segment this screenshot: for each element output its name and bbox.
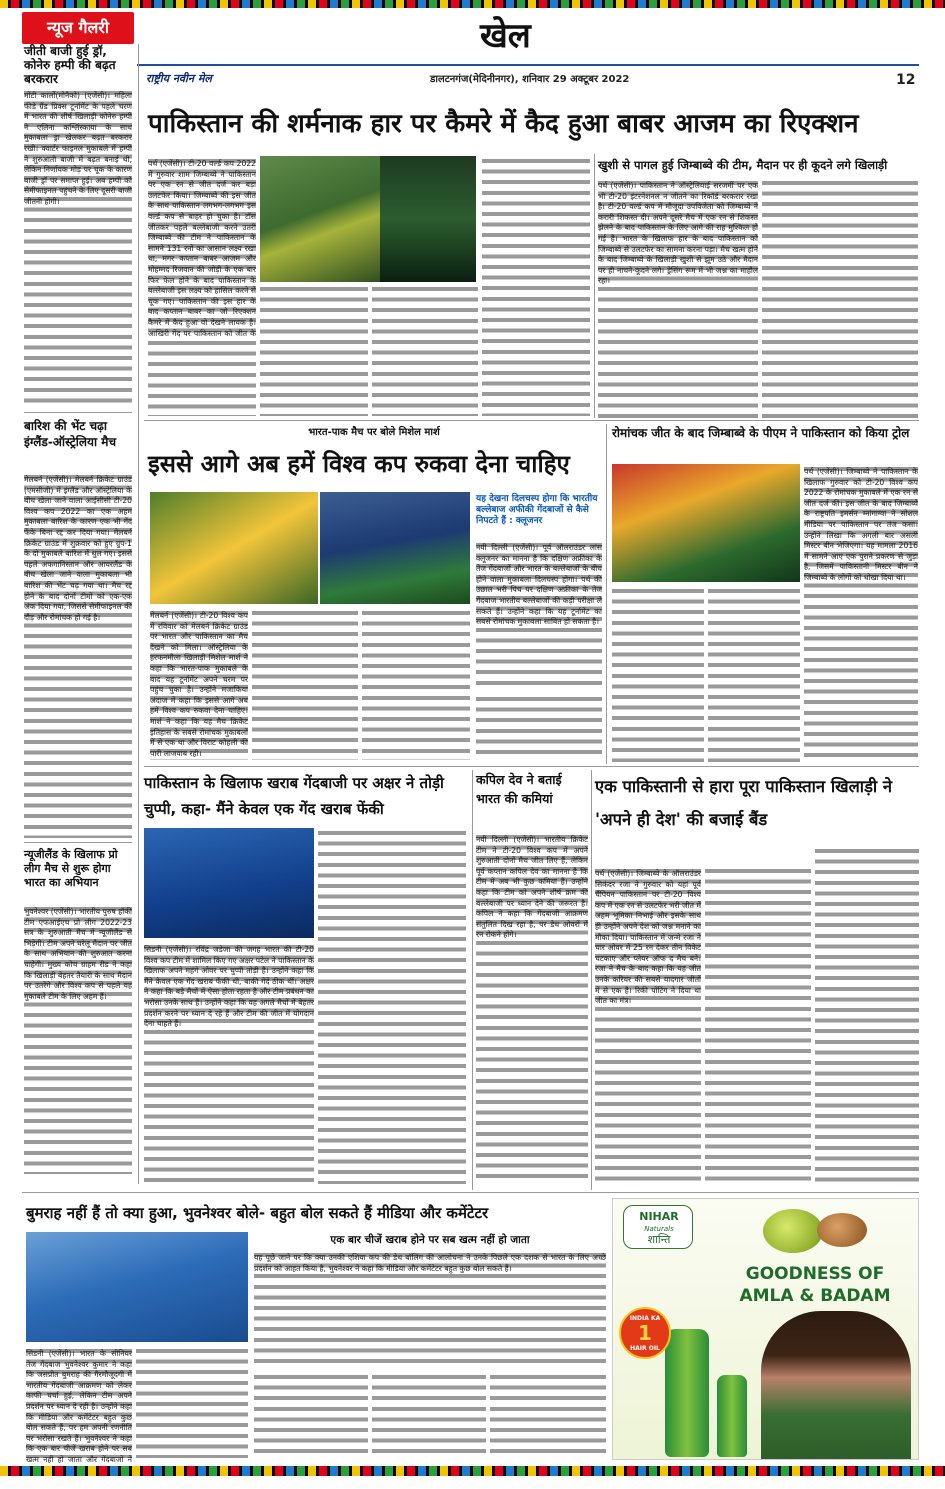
photo-zimbabwe-celebration — [260, 156, 380, 282]
bottom-body-col2 — [136, 1346, 248, 1458]
bottom-story — [22, 1196, 607, 1464]
raza-body-text: पर्थ (एजेंसी)। जिम्बाब्वे के ऑलराउंडर सिकंदर रजा ने गुरुवार को यहां पूर्व चैंपियन पाकिस्तान पर टी-20 विश्व कप में एक रन से उलटफेर भरी जीत में अहम भूमिका निभाई और इसके साथ ही उन्होंने अपने देश को जश्न मनाने का मौका दिया। पाकिस्तान में जन्मे रजा ने चार ओवर में 25 रन देकर तीन विकेट चटकाए और प्लेयर ऑफ द मैच बने। रजा ने मैच के बाद कहा कि यह जीत उनके करियर की सबसे यादगार जीतों में से एक है। रिकी पोंटिंग ने दिया था जीत का मंत्र। — [595, 869, 701, 1006]
sidebar-divider — [138, 44, 139, 1184]
bottom-body-col5 — [490, 1372, 606, 1458]
lead-side-body-col2 — [762, 178, 918, 418]
sidebar-body-1-text: मोंटी कार्लो(मोनैको) (एजेंसी)। महिला फीडे ग्रैंड प्रिक्स टूर्नामेंट के पहले चरण में भारत की शीर्ष खिलाड़ी कोनेरु हम्पी ने एलिना कश्लिंस्काया के साथ मुकाबला ड्रा खेलकर बढ़त बरकरार रखी। क्वार्टर फाइनल मुकाबले में हम्पी ने शुरुआती बाजी में बढ़त बनाई थी, लेकिन निर्णायक मोड़ पर चूक के कारण बाजी ड्रॉ पर समाप्त हुई। अब हम्पी को सेमीफाइनल पहुंचने के लिए दूसरी बाजी जीतनी होगी। — [24, 91, 132, 206]
photo-babar-reaction — [380, 156, 476, 282]
ad-badge-number: 1 — [638, 1321, 652, 1345]
mid-headline: इससे आगे अब हमें विश्व कप रुकवा देना चाहिए — [148, 450, 570, 478]
kapil-divider — [591, 770, 592, 1190]
ad-badam-image — [817, 1213, 867, 1247]
kapil-body-text: नयी दिल्ली (एजेंसी)। भारतीय क्रिकेट टीम ने टी-20 विश्व कप में अपने शुरुआती दोनों मैच जीत लिए हैं, लेकिन पूर्व कप्तान कपिल देव का मानना है कि टीम में अब भी कुछ कमियां हैं। उन्होंने कहा कि टीम को अपने शीर्ष क्रम की बल्लेबाजी पर ध्यान देने की जरूरत है। कपिल ने कहा कि गेंदबाजी आक्रमण संतुलित दिख रहा है, पर डेथ ओवरों में रन रोकने होंगे। — [476, 835, 588, 940]
raza-body-col2 — [705, 866, 811, 1184]
ad-bottle-large — [665, 1329, 709, 1457]
sidebar-rule-1 — [24, 412, 132, 413]
lead-divider — [594, 154, 595, 418]
bottom-body-text: सिडनी (एजेंसी)। भारत के सीनियर तेज गेंदबाज भुवनेश्वर कुमार ने कहा कि जसप्रीत बुमराह की गैरमौजूदगी में भारतीय गेंदबाजी आक्रमण को लेकर काफी चर्चा हुई, लेकिन टीम अपने प्रदर्शन पर ध्यान दे रही है। उन्होंने कहा कि मीडिया और कमेंटेटर बहुत कुछ बोल सकते हैं, पर हम अपनी रणनीति पर भरोसा रखते हैं। भुवनेश्वर ने कहा कि एक बार चीजें खराब होने पर सब खत्म नहीं हो जाता और गेंदबाजों ने — [26, 1349, 132, 1464]
right-body-col1 — [804, 464, 918, 762]
nihar-advertisement — [612, 1198, 919, 1460]
ad-badge-bottom: HAIR OIL — [630, 1345, 660, 1352]
mid-kicker: भारत-पाक मैच पर बोले मिशेल मार्श — [308, 427, 440, 438]
right-headline: रोमांचक जीत के बाद जिम्बाब्वे के पीएम ने पाकिस्तान को किया ट्रोल — [612, 426, 910, 440]
kapil-story — [476, 770, 588, 1190]
axar-divider — [472, 770, 473, 1190]
ad-badge-top: INDIA KA — [629, 1315, 661, 1322]
sidebar-body-1 — [24, 88, 132, 408]
lead-body-col1b — [148, 338, 256, 416]
bottom-lead-text — [254, 1250, 606, 1368]
lead-side-body-text: पर्थ (एजेंसी)। पाकिस्तान ने ऑस्ट्रेलियाई सरजमीं पर एक भी टी-20 इंटरनेशनल न जीतने का रिकॉर्ड बरकरार रखा है। टी-20 वर्ल्ड कप में मौजूदा उपविजेता को जिम्बाब्वे ने करारी शिकस्त दी। अपने दूसरे मैच में एक रन से शिकस्त झेलने के बाद पाकिस्तान के लिए आगे की राह मुश्किल हो गई है। भारत के खिलाफ हार के बाद पाकिस्तान को जिम्बाब्वे से उलटफेर का सामना करना पड़ा। मैच खत्म होने के बाद जिम्बाब्वे के खिलाड़ी खुशी से झूम उठे और मैदान पर ही नाचने-कूदने लगे। ड्रेसिंग रूम में भी जश्न का माहौल रहा। — [598, 181, 758, 286]
dateline: डालटनगंज(मेदिनीनगर), शनिवार 29 अक्टूबर 2022 — [430, 74, 630, 85]
ad-tagline-2: AMLA & BADAM — [739, 1286, 891, 1306]
ad-brand: NIHAR — [639, 1210, 679, 1223]
lead-headline: पाकिस्तान की शर्मनाक हार पर कैमरे में कैद हुआ बाबर आजम का रिएक्शन — [148, 109, 859, 139]
photo-bumrah-bhuvi — [26, 1232, 248, 1342]
axar-headline: पाकिस्तान के खिलाफ खराब गेंदबाजी पर अक्षर ने तोड़ी चुप्पी, कहा- मैंने केवल एक गेंद खराब फेंकी — [144, 774, 444, 818]
mid-body-col2 — [252, 608, 358, 760]
mid-divider — [606, 424, 607, 764]
mid-bottom-rule — [144, 766, 919, 767]
section-title: खेल — [480, 16, 531, 56]
page-number: 12 — [896, 72, 916, 88]
axar-story — [144, 770, 469, 1190]
bottom-body-col1 — [26, 1346, 132, 1464]
lead-body-col4 — [482, 156, 590, 416]
mid-body-col3 — [362, 608, 470, 760]
bottom-color-strip — [0, 1466, 945, 1476]
ad-brand-script: शान्ति — [647, 1233, 671, 1246]
left-sidebar — [22, 44, 134, 1180]
mid-body-text: मेलबर्न (एजेंसी)। टी-20 विश्व कप में रविवार को मेलबर्न क्रिकेट ग्राउंड पर भारत और पाकिस्तान का मैच देखने को मिला। ऑस्ट्रेलिया के हरफनमौला खिलाड़ी मिशेल मार्श ने कहा कि भारत-पाक मुकाबले के बाद यह टूर्नामेंट अपने चरम पर पहुंच चुका है। उन्होंने मजाकिया अंदाज में कहा कि इससे आगे अब हमें विश्व कप रुकवा देना चाहिए। मार्श ने कहा कि यह मैच क्रिकेट इतिहास के सबसे रोमांचक मुकाबलों में से एक था और विराट कोहली की पारी लाजवाब रही। — [150, 611, 248, 758]
raza-headline: एक पाकिस्तानी से हारा पूरा पाकिस्तान खिलाड़ी ने 'अपने ही देश' की बजाई बैंड — [595, 777, 893, 829]
kapil-body — [476, 832, 588, 1184]
kapil-headline: कपिल देव ने बताई भारत की कमियां — [476, 772, 562, 806]
ad-model-image — [761, 1311, 911, 1459]
news-gallery-label: न्यूज गैलरी — [47, 18, 109, 37]
lead-side-headline: खुशी से पागल हुई जिम्बाब्वे की टीम, मैदान पर ही कूदने लगे खिलाड़ी — [598, 158, 888, 172]
right-body-col2 — [612, 586, 704, 762]
section-masthead — [0, 0, 945, 96]
mid-deck-body — [476, 540, 602, 690]
photo-india-pak-players — [320, 492, 470, 604]
ad-amla-image — [763, 1209, 823, 1253]
ad-tagline-1: GOODNESS OF — [745, 1264, 885, 1284]
bottom-deck: एक बार चीजें खराब होने पर सब खत्म नहीं हो जाता — [330, 1234, 530, 1246]
photo-zimbabwe-team — [612, 464, 800, 582]
ad-bottle-small — [717, 1375, 747, 1457]
bottom-headline: बुमराह नहीं हैं तो क्या हुआ, भुवनेश्वर बोले- बहुत बोल सकते हैं मीडिया और कमेंटेटर — [26, 1204, 489, 1222]
lead-story — [144, 98, 919, 480]
right-story — [610, 424, 919, 764]
axar-body-text: सिडनी (एजेंसी)। रविंद्र जडेजा की जगह भारत की टी-20 विश्व कप टीम में शामिल किए गए अक्षर पटेल ने पाकिस्तान के खिलाफ अपने महंगे ओवर पर चुप्पी तोड़ी है। उन्होंने कहा कि मैंने केवल एक गेंद खराब फेंकी थी, बाकी गेंदें ठीक थीं। अक्षर ने कहा कि बड़े मैचों में ऐसा होता रहता है और टीम प्रबंधन का भरोसा उनके साथ है। उन्होंने कहा कि वह अगले मैचों में बेहतर प्रदर्शन करने पर ध्यान दे रहे हैं और टीम की जीत में योगदान देना चाहते हैं। — [144, 945, 314, 1029]
paper-name: राष्ट्रीय नवीन मेल — [146, 72, 212, 85]
lead-side-body-col1 — [598, 178, 758, 418]
photo-marsh-batting — [150, 492, 318, 604]
sidebar-body-3 — [24, 904, 132, 1174]
raza-story — [595, 770, 919, 1190]
bottom-lead-text-text: यह पूछे जाने पर कि क्या उनकी एशिया कप की डेथ बॉलिंग की आलोचना ने उनके पिछले एक दशक से भारत के लिए अच्छे प्रदर्शन को आहत किया है, भुवनेश्वर ने कहा कि मीडिया और कमेंटेटर बहुत कुछ बोल सकते हैं। — [254, 1253, 606, 1273]
mid-body-col1 — [150, 608, 248, 760]
mid-body-col4 — [476, 694, 602, 760]
masthead-rule — [137, 64, 919, 66]
sidebar-headline-2: बारिश की भेंट चढ़ा इंग्लैंड-ऑस्ट्रेलिया मैच — [24, 419, 117, 449]
mid-deck: यह देखना दिलचस्प होगा कि भारतीय बल्लेबाज अफीकी गेंदबाजों से कैसे निपटते हैं : क्लूजनर — [476, 494, 598, 526]
raza-body-col3 — [815, 846, 919, 1184]
ad-brand-sub: Naturals — [644, 1225, 674, 1233]
lead-bottom-rule — [144, 420, 919, 421]
lower-bottom-rule — [22, 1192, 919, 1193]
axar-body-col2 — [318, 828, 466, 1184]
sidebar-body-2-text: मेलबर्न (एजेंसी)। मेलबर्न क्रिकेट ग्राउंड (एमसीजी) में इंग्लैंड और ऑस्ट्रेलिया के बीच खेला जाने वाला आईसीसी टी-20 विश्व कप 2022 का एक अहम मुकाबला बारिश के कारण एक भी गेंद फेंके बिना रद्द कर दिया गया। मेलबर्न क्रिकेट ग्राउंड में शुक्रवार को हुए ग्रुप-1 के दो मुकाबले बारिश में धुल गए। इससे पहले अफगानिस्तान और आयरलैंड के बीच खेला जाने वाला मुकाबला भी बारिश की भेंट चढ़ गया था। मैच रद्द होने के बाद दोनों टीमों को एक-एक अंक दिया गया, जिससे सेमीफाइनल की दौड़ और रोमांचक हो गई है। — [24, 475, 132, 622]
sidebar-headline-3: न्यूजीलैंड के खिलाफ प्रो लीग मैच से शुरू होगा भारत का अभियान — [24, 848, 118, 889]
lead-body-col3 — [372, 284, 478, 416]
sidebar-body-3-text: भुवनेश्वर (एजेंसी)। भारतीय पुरुष हॉकी टीम एफआईएच प्रो लीग 2022-23 सत्र के शुरुआती मैच में न्यूजीलैंड से भिड़ेगी। टीम अपने घरेलू मैदान पर जीत के साथ अभियान की शुरुआत करना चाहेगी। मुख्य कोच ग्राहम रीड ने कहा कि खिलाड़ी बेहतर तैयारी के साथ मैदान पर उतरेंगे और विश्व कप से पहले यह मुकाबले टीम के लिए अहम हैं। — [24, 907, 132, 1001]
sidebar-body-2 — [24, 472, 132, 838]
lead-body-text: पर्थ (एजेंसी)। टी-20 वर्ल्ड कप 2022 में गुरुवार शाम जिम्बाब्वे ने पाकिस्तान पर एक रन से जीत दर्ज कर बड़ा उलटफेर किया। जिम्बाब्वे की इस जीत के साथ पाकिस्तान लगभग-लगभग इस वर्ल्ड कप से बाहर हो चुका है। टॉस जीतकर पहले बल्लेबाजी करने उतरी जिम्बाब्वे की टीम ने पाकिस्तान के सामने 131 रनों का आसान लक्ष्य रखा था, मगर कप्तान बाबर आजम और मोहम्मद रिजवान की जोड़ी के एक बार फिर फेल होने के बाद पाकिस्तान के बल्लेबाजी इस लक्ष्य को हासिल करने से चूक गए। पाकिस्तान की इस हार के बाद कप्तान बाबर का जो रिएक्शन कैमरे में कैद हुआ वो देखने लायक है। आखिरी गेंद पर पाकिस्तान को जीत के — [148, 159, 256, 338]
bottom-body-col4 — [372, 1372, 486, 1458]
news-gallery-badge — [22, 12, 134, 44]
axar-body-col1 — [144, 942, 314, 1184]
top-color-strip — [0, 0, 945, 8]
raza-body-col1 — [595, 866, 701, 1184]
bottom-body-col3 — [254, 1372, 368, 1458]
photo-axar-patel — [144, 828, 314, 938]
sidebar-headline-1: जीती बाजी हुई ड्रॉ, कोनेरु हम्पी की बढ़त बरकरार — [24, 44, 116, 86]
lead-body-col1 — [148, 156, 256, 336]
lead-body-col2 — [260, 284, 368, 416]
sidebar-rule-2 — [24, 842, 132, 843]
ad-number-one-badge — [619, 1307, 671, 1359]
right-body-text: पर्थ (एजेंसी)। जिम्बाब्वे ने पाकिस्तान के खिलाफ गुरुवार को टी-20 विश्व कप 2022 के रोमांचक मुकाबले में एक रन से जीत दर्ज की। इस जीत के बाद जिम्बाब्वे के राष्ट्रपति इमर्सन म्नांगाग्वा ने सोशल मीडिया पर पाकिस्तान पर तंज कसा। उन्होंने लिखा कि अगली बार असली मिस्टर बीन भेजिएगा। यह मामला 2016 में सामने आए एक पुराने प्रकरण से जुड़ा है, जिसमें पाकिस्तानी मिस्टर बीन ने जिम्बाब्वे के लोगों को धोखा दिया था। — [804, 467, 918, 582]
ad-brand-badge — [623, 1205, 693, 1249]
right-body-col3 — [708, 586, 800, 762]
mid-deck-body-text: नयी दिल्ली (एजेंसी)। पूर्व ऑलराउंडर लांस क्लूजनर का मानना है कि दक्षिण अफ्रीका के तेज गेंदबाजों और भारत के बल्लेबाजों के बीच होने वाला मुकाबला दिलचस्प होगा। पर्थ की उछाल भरी पिच पर दक्षिण अफ्रीका के तेज गेंदबाज भारतीय बल्लेबाजों की कड़ी परीक्षा ले सकते हैं। उन्होंने कहा कि यह टूर्नामेंट का सबसे रोमांचक मुकाबला साबित हो सकता है। — [476, 543, 602, 627]
mid-story — [144, 424, 604, 764]
